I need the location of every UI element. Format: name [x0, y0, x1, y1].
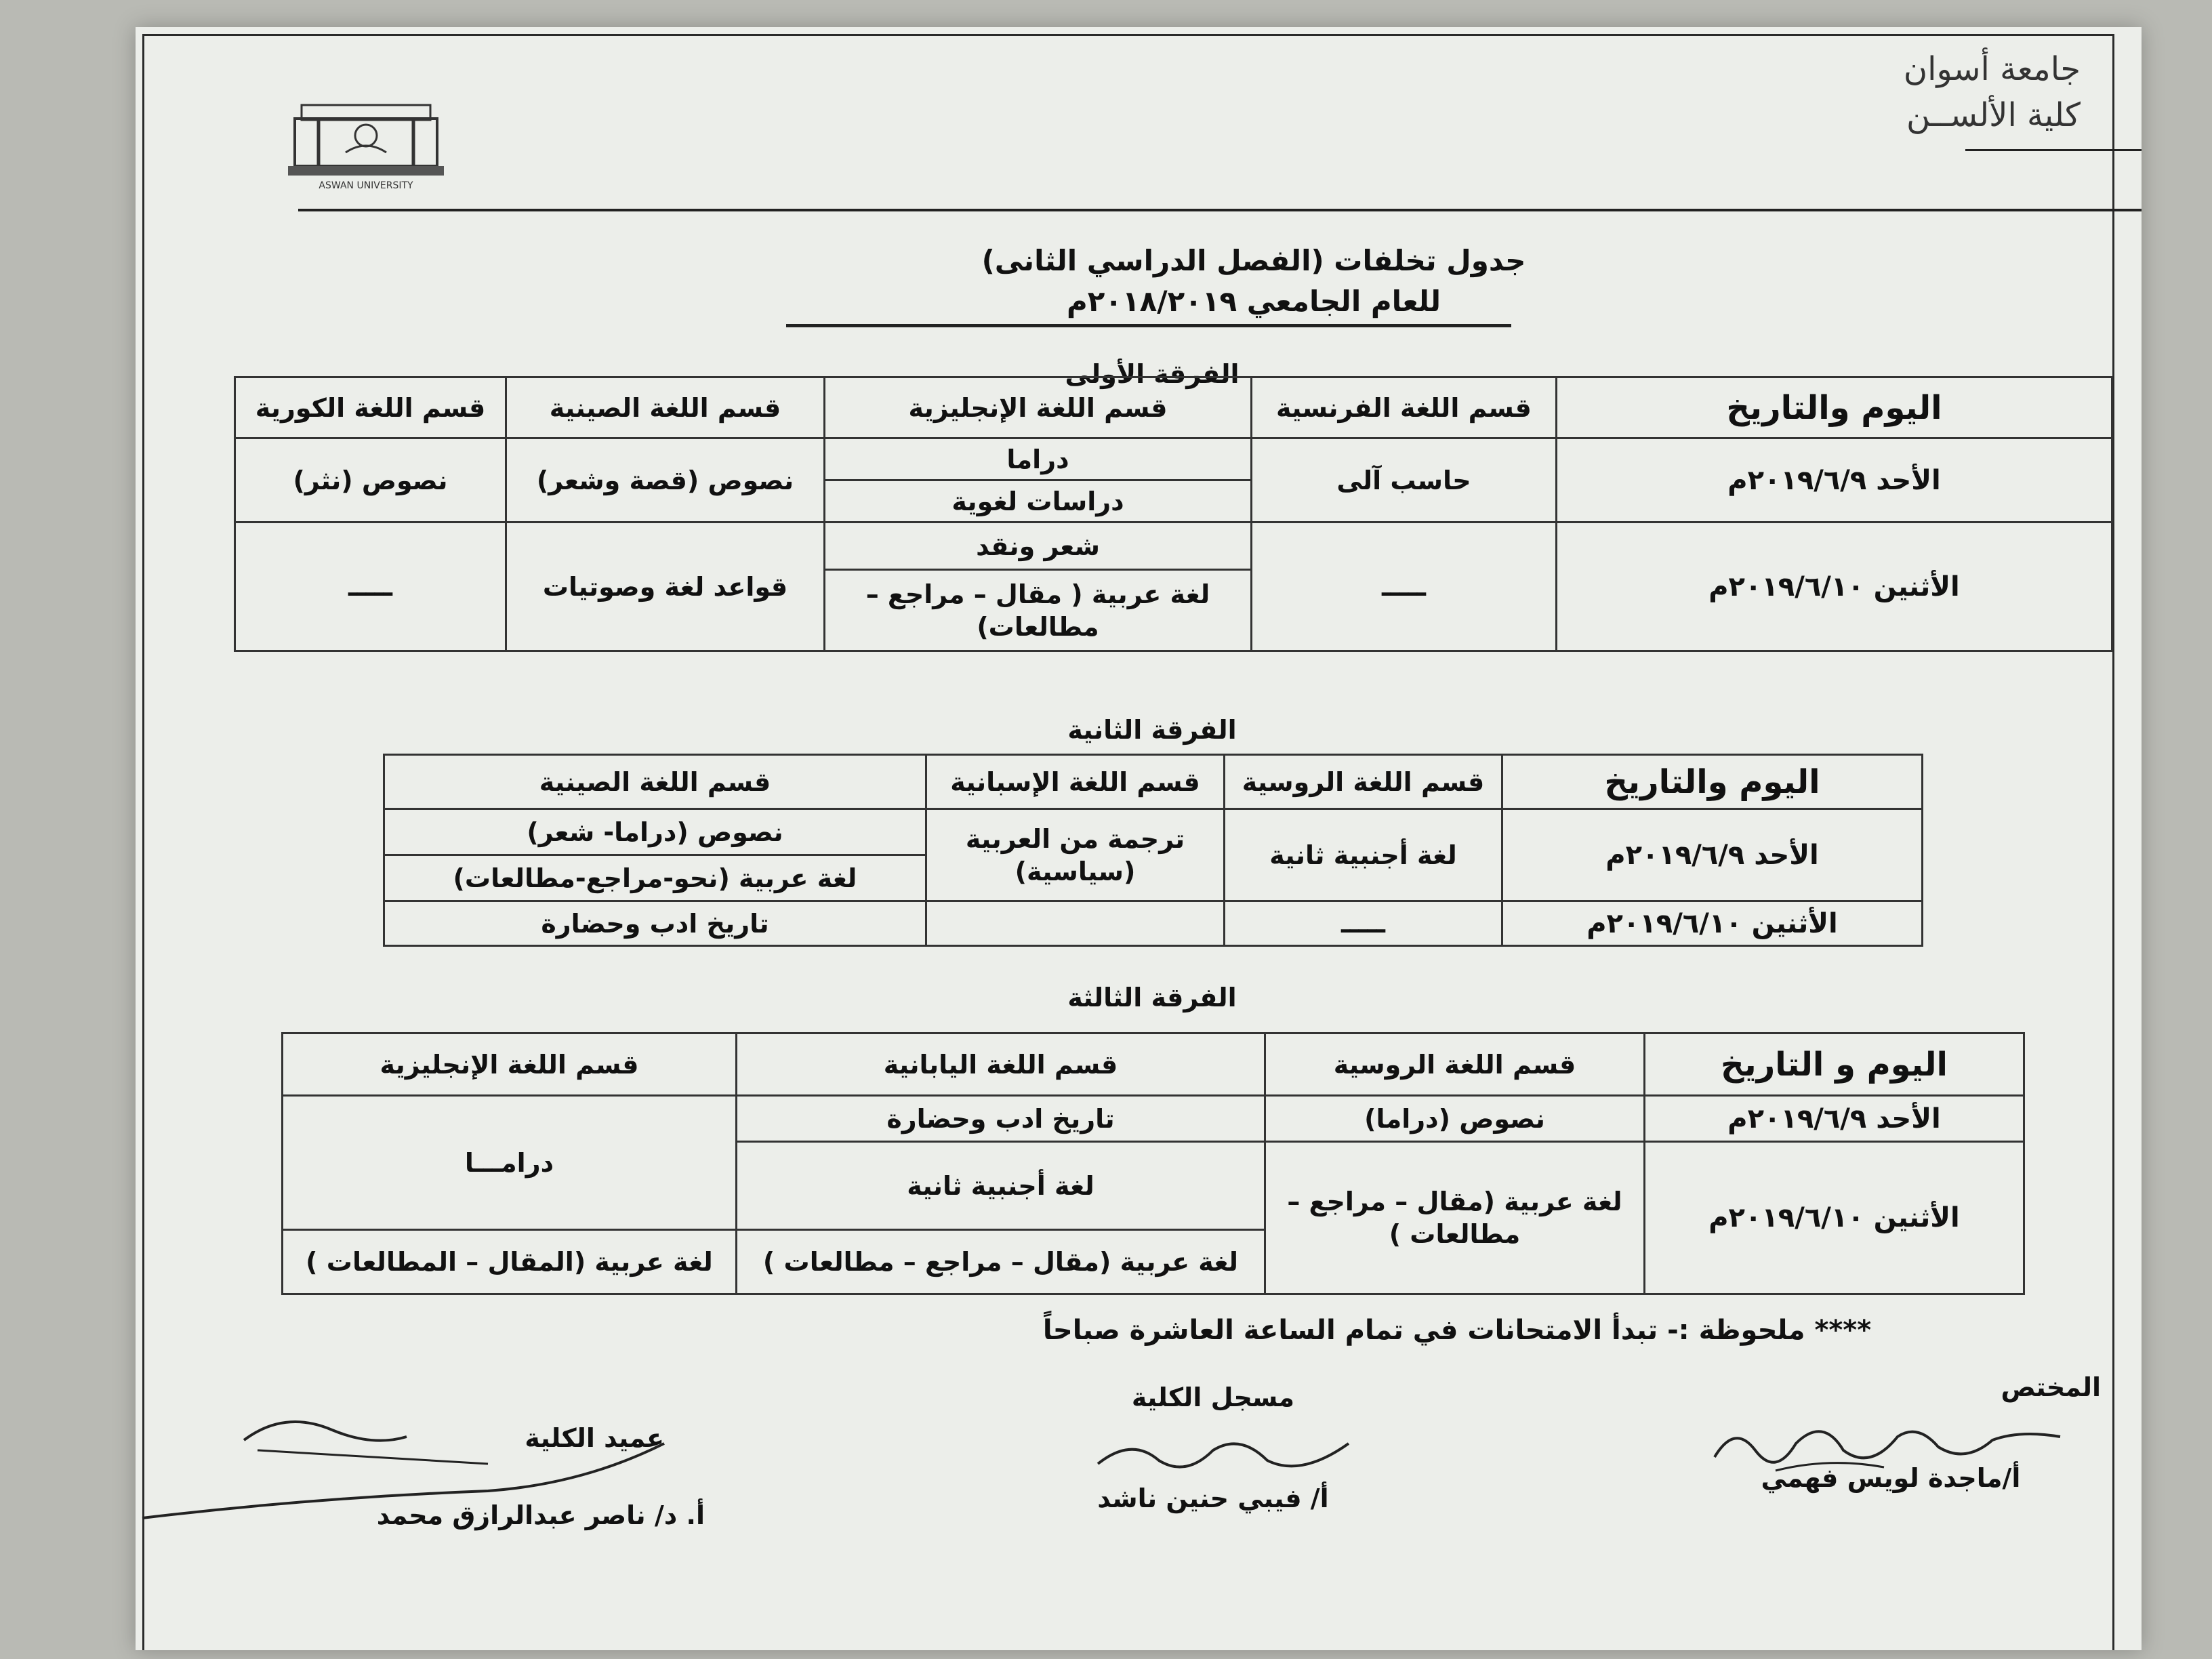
- year3-row1-japanese: تاريخ ادب وحضارة: [737, 1096, 1265, 1142]
- year2-header-spanish: قسم اللغة الإسبانية: [926, 755, 1225, 809]
- year3-row2-english: لغة عربية (المقال – المطالعات ): [283, 1230, 737, 1294]
- year3-row2-japanese-b: لغة عربية (مقال – مراجع – مطالعات ): [737, 1230, 1265, 1294]
- title-line-2: للعام الجامعي ٢٠١٨/٢٠١٩م: [1066, 285, 1441, 318]
- year3-row1-english: درامـــا: [283, 1096, 737, 1230]
- svg-text:ASWAN UNIVERSITY: ASWAN UNIVERSITY: [319, 180, 413, 191]
- year3-header-day: اليوم و التاريخ: [1645, 1033, 2024, 1096]
- year3-table: [281, 1032, 2025, 1295]
- registrar-signature-scribble: [1084, 1423, 1369, 1484]
- year3-header-japanese: قسم اللغة اليابانية: [737, 1033, 1265, 1096]
- year2-row2-day: الأثنين ٢٠١٩/٦/١٠م: [1502, 901, 1923, 946]
- registrar-role: مسجل الكلية: [1131, 1382, 1295, 1412]
- year1-row1-english-b: دراسات لغوية: [825, 480, 1252, 523]
- document-sheet: [136, 27, 2142, 1650]
- year1-row2-english-b: لغة عربية ( مقال – مراجع – مطالعات): [825, 570, 1252, 651]
- registrar-name: أ/ فيبي حنين ناشد: [1097, 1483, 1329, 1513]
- year2-table: [383, 754, 1923, 947]
- year1-row1-english-a: دراما: [825, 438, 1252, 480]
- year1-header-chinese: قسم اللغة الصينية: [506, 377, 825, 438]
- year1-row1-korean: نصوص (نثر): [235, 438, 506, 523]
- year1-header-french: قسم اللغة الفرنسية: [1252, 377, 1557, 438]
- year1-header-day: اليوم والتاريخ: [1557, 377, 2112, 438]
- year3-title: الفرقة الثالثة: [1067, 983, 1237, 1012]
- year1-row2-korean: ـــــ: [235, 523, 506, 651]
- specialist-name: أ/ماجدة لويس فهمي: [1761, 1463, 2021, 1493]
- year2-header-chinese: قسم اللغة الصينية: [384, 755, 926, 809]
- specialist-signature-scribble: [1694, 1410, 2074, 1484]
- document-title: [881, 241, 1626, 322]
- dean-signature-scribble: [108, 1389, 718, 1538]
- exam-time-note: **** ملحوظة :- تبدأ الامتحانات في تمام الساعة العاشرة صباحاً: [1042, 1315, 1872, 1346]
- year1-row1-french: حاسب آلى: [1252, 438, 1557, 523]
- year2-header-russian: قسم اللغة الروسية: [1225, 755, 1502, 809]
- year2-header-day: اليوم والتاريخ: [1502, 755, 1923, 809]
- header-rule: [298, 209, 2142, 211]
- year3-header-russian: قسم اللغة الروسية: [1265, 1033, 1645, 1096]
- year2-row2-spanish: [926, 901, 1225, 946]
- year3-row2-russian: لغة عربية (مقال – مراجع – مطالعات ): [1265, 1142, 1645, 1294]
- title-rule: [786, 324, 1511, 327]
- year3-row2-japanese-a: لغة أجنبية ثانية: [737, 1142, 1265, 1230]
- year2-row2-russian: ـــــ: [1225, 901, 1502, 946]
- university-name: جامعة أسوان: [1903, 50, 2081, 88]
- year1-title: الفرقة الأولى: [1065, 359, 1240, 389]
- year3-row2-day: الأثنين ٢٠١٩/٦/١٠م: [1645, 1142, 2024, 1294]
- dean-role: عميد الكلية: [525, 1423, 664, 1453]
- year1-header-english: قسم اللغة الإنجليزية: [825, 377, 1252, 438]
- year1-row2-english-a: شعر ونقد: [825, 523, 1252, 570]
- year1-row2-day: الأثنين ٢٠١٩/٦/١٠م: [1557, 523, 2112, 651]
- year2-row1-day: الأحد ٢٠١٩/٦/٩م: [1502, 809, 1923, 901]
- year1-table: [234, 376, 2113, 652]
- specialist-role: المختص: [2001, 1372, 2101, 1402]
- year2-row1-chinese-a: نصوص (دراما- شعر): [384, 809, 926, 855]
- year1-row1-day: الأحد ٢٠١٩/٦/٩م: [1557, 438, 2112, 523]
- year3-row1-russian: نصوص (دراما): [1265, 1096, 1645, 1142]
- faculty-name: كلية الألســن: [1906, 96, 2081, 134]
- year1-row2-french: ـــــ: [1252, 523, 1557, 651]
- year1-row2-chinese: قواعد لغة وصوتيات: [506, 523, 825, 651]
- dean-name: أ. د/ ناصر عبدالرازق محمد: [376, 1500, 705, 1530]
- year3-header-english: قسم اللغة الإنجليزية: [283, 1033, 737, 1096]
- year3-row1-day: الأحد ٢٠١٩/٦/٩م: [1645, 1096, 2024, 1142]
- year2-row1-spanish: ترجمة من العربية (سياسية): [926, 809, 1225, 901]
- year1-row1-chinese: نصوص (قصة وشعر): [506, 438, 825, 523]
- year2-row1-russian: لغة أجنبية ثانية: [1225, 809, 1502, 901]
- year2-row2-chinese: تاريخ ادب وحضارة: [384, 901, 926, 946]
- university-header: [1904, 46, 2081, 138]
- title-line-1: جدول تخلفات (الفصل الدراسي الثانى): [981, 244, 1526, 277]
- university-logo: [281, 91, 451, 193]
- year2-row1-chinese-b: لغة عربية (نحو-مراجع-مطالعات): [384, 855, 926, 901]
- year2-title: الفرقة الثانية: [1067, 715, 1237, 745]
- year1-header-korean: قسم اللغة الكورية: [235, 377, 506, 438]
- header-underline: [1965, 149, 2142, 151]
